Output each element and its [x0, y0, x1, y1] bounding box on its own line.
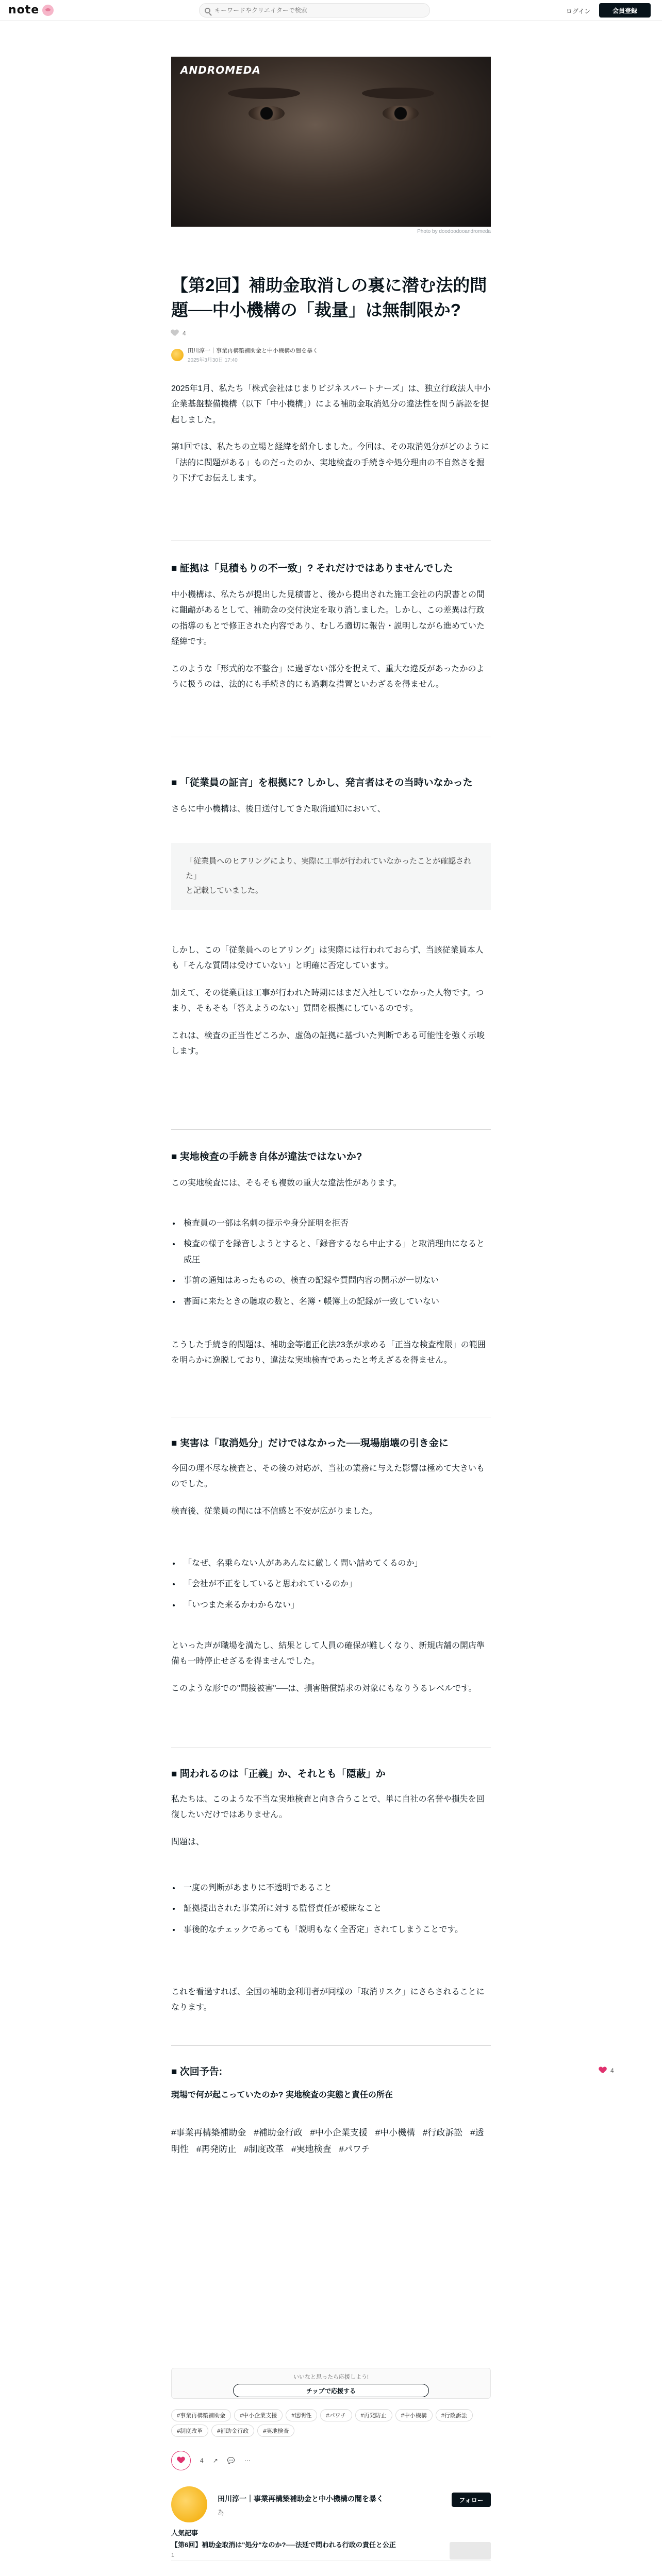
inline-tag[interactable]: #中小機構: [375, 2128, 416, 2138]
author-row[interactable]: [171, 346, 318, 363]
heart-icon: [177, 2457, 185, 2464]
list-item: • 事前の通知はあったものの、検査の記録や質問内容の開示が一切ない: [180, 1273, 490, 1289]
creator-card: [171, 2486, 491, 2543]
creator-sub: 為: [218, 2509, 224, 2516]
list-item: • 「会社が不正をしていると思われているのか」: [180, 1577, 490, 1592]
support-box: [171, 2368, 491, 2399]
paragraph: といった声が職場を満たし、結果として人員の確保が難しくなり、新規店舗の開店準備も一時停止せざるを得ませんでした。: [171, 1641, 485, 1666]
like-count: 4: [183, 330, 186, 337]
follow-button[interactable]: フォロー: [452, 2493, 491, 2507]
popular-title[interactable]: 【第6回】補助金取消は"処分"なのか?──法廷で問われる行政の責任と公正: [171, 2541, 396, 2549]
inline-tag[interactable]: #再発防止: [196, 2144, 237, 2155]
paragraph: このような「形式的な不整合」に過ぎない部分を捉えて、重大な違反があったかのように扱うのは、法的にも手続き的にも過剰な措置といわざるを得ません。: [171, 664, 485, 689]
paragraph: 第1回では、私たちの立場と経緯を紹介しました。今回は、その取消処分がどのように「法的に問題がある」ものだったのか、実地検査の手続きや処分理由の不自然さを掘り下げてお伝えします。: [171, 443, 489, 483]
section-heading: ■ 実地検査の手続き自体が違法ではないか?: [171, 1150, 491, 1165]
section-text: [171, 587, 491, 692]
hero-eye-right: [383, 106, 419, 121]
like-count-bottom: 4: [200, 2457, 204, 2464]
inline-tags: [171, 2125, 491, 2158]
inline-tag[interactable]: #実地検査: [291, 2144, 332, 2155]
paragraph: 2025年1月、私たち「株式会社はじまりビジネスパートナーズ」は、独立行政法人中小企業基盤整備機構（以下「中小機構」）による補助金取消処分の違法性を問う訴訟を提起しました。: [171, 384, 491, 425]
like-button[interactable]: [171, 2451, 191, 2470]
list-item: • 書面に来たときの聴取の数と、名簿・帳簿上の記録が一致していない: [180, 1294, 490, 1310]
section-text: [171, 1337, 491, 1369]
hashtag-chip[interactable]: #制度改革: [171, 2425, 208, 2437]
quote-line: と記載していました。: [186, 886, 263, 895]
next-preview-subtitle: 現場で何が起こっていたのか? 実地検査の実態と責任の所在: [171, 2091, 393, 2099]
popular-thumbnail[interactable]: [450, 2542, 491, 2560]
hashtag-chip[interactable]: #補助金行政: [211, 2425, 254, 2437]
paragraph: 中小機構は、私たちが提出した見積書と、後から提出された施工会社の内訳書との間に齟齬があるとして、補助金の交付決定を取り消しました。しかし、この差異は行政の指導のもとで修正された内容であり、むしろ適切に報告・説明しながら進めていた経緯です。: [171, 590, 485, 647]
hashtag-chip[interactable]: #中小企業支援: [234, 2409, 283, 2421]
next-preview-heading: ■ 次回予告:: [171, 2065, 491, 2080]
paragraph: 今回の理不尽な検査と、その後の対応が、当社の業務に与えた影響は極めて大きいものでした。: [171, 1464, 485, 1489]
inline-tag[interactable]: #事業再構築補助金: [171, 2128, 246, 2138]
quote-block: [171, 843, 491, 910]
bullet-list: [180, 1556, 490, 1618]
section-text: [171, 1638, 491, 1697]
paragraph: 問題は、: [171, 1837, 205, 1846]
action-row: [171, 2450, 491, 2471]
paragraph: これは、検査の正当性どころか、虚偽の証拠に基づいた判断である可能性を強く示唆します。: [171, 1031, 485, 1056]
paragraph: こうした手続き的問題は、補助金等適正化法23条が求める「正当な検査権限」の範囲を明らかに逸脱しており、違法な実地検査であったと考えざるを得ません。: [171, 1341, 486, 1365]
section-text: [171, 1792, 491, 1850]
tip-button[interactable]: チップで応援する: [233, 2384, 429, 2397]
hero-brow-right: [362, 88, 434, 99]
divider: [171, 1129, 491, 1130]
bullet-list: [180, 1880, 490, 1943]
paragraph: さらに中小機構は、後日送付してきた取消通知において、: [171, 805, 386, 814]
intro-text: [171, 381, 491, 486]
search-icon: [205, 8, 210, 13]
hero-image: [171, 57, 491, 227]
section-heading: ■ 「従業員の証言」を根拠に? しかし、発言者はその当時いなかった: [171, 776, 491, 791]
photo-credit: Photo by doodoodooandromeda: [417, 229, 491, 234]
heart-icon[interactable]: [599, 2067, 606, 2074]
heart-icon: [171, 330, 178, 337]
note-logo[interactable]: note: [8, 4, 40, 16]
author-avatar[interactable]: [171, 349, 184, 361]
floating-like-count: 4: [610, 2067, 614, 2074]
hero-eye-left: [249, 106, 285, 121]
paragraph: これを看過すれば、全国の補助金利用者が同様の「取消リスク」にさらされることになります。: [171, 1988, 485, 2012]
divider: [171, 2045, 491, 2046]
paragraph: 私たちは、このような不当な実地検査と向き合うことで、単に自社の名誉や損失を回復したいだけではありません。: [171, 1795, 485, 1820]
comment-icon[interactable]: 💬: [227, 2457, 235, 2464]
share-icon[interactable]: ↗: [212, 2457, 218, 2464]
hashtag-chip[interactable]: #再発防止: [355, 2409, 392, 2421]
article-title: 【第2回】補助金取消しの裏に潜む法的問題──中小機構の「裁量」は無制限か?: [171, 276, 487, 319]
support-prompt: いいなと思ったら応援しよう!: [293, 2374, 369, 2380]
search-input[interactable]: [214, 7, 421, 14]
section-text: [171, 943, 491, 1059]
paragraph: この実地検査には、そもそも複数の重大な違法性があります。: [171, 1179, 402, 1188]
bullet-list: [180, 1216, 490, 1315]
hashtag-chip[interactable]: #事業再構築補助金: [171, 2409, 231, 2421]
floating-like[interactable]: [599, 2067, 614, 2074]
hero-brand: ANDROMEDA: [180, 64, 261, 76]
popular-label: 人気記事: [171, 2529, 198, 2537]
like-count-top[interactable]: [171, 330, 186, 337]
paragraph: このような形での"間接被害"──は、損害賠償請求の対象にもなりうるレベルです。: [171, 1684, 477, 1693]
signup-button[interactable]: 会員登録: [599, 3, 651, 18]
search-box[interactable]: [199, 3, 430, 18]
hashtag-chips: [171, 2409, 491, 2437]
hashtag-chip[interactable]: #行政訴訟: [436, 2409, 473, 2421]
section-text: [171, 802, 491, 817]
hero-brow-left: [228, 88, 300, 99]
inline-tag[interactable]: #補助金行政: [254, 2128, 303, 2138]
author-name[interactable]: 田川淳一｜事業再構築補助金と中小機構の闇を暴く: [188, 348, 318, 354]
more-icon[interactable]: ⋯: [244, 2457, 251, 2464]
login-link[interactable]: ログイン: [566, 8, 591, 15]
section-text: [171, 1985, 491, 2016]
list-item: • 事後的なチェックであっても「説明もなく全否定」されてしまうことです。: [180, 1922, 490, 1938]
list-item: • 証拠提出された事業所に対する監督責任が曖昧なこと: [180, 1901, 490, 1917]
popular-likes: 1: [171, 2552, 175, 2558]
inline-tag[interactable]: #行政訴訟: [422, 2128, 463, 2138]
mascot-icon: [42, 5, 54, 16]
list-item: • 「なぜ、名乗らない人がああんなに厳しく問い詰めてくるのか」: [180, 1556, 490, 1571]
inline-tag[interactable]: #中小企業支援: [310, 2128, 368, 2138]
section-heading: ■ 問われるのは「正義」か、それとも「隠蔽」か: [171, 1767, 491, 1782]
post-date: 2025年3月30日 17:40: [188, 358, 238, 363]
section-text: [171, 1461, 491, 1519]
quote-line: 「従業員へのヒアリングにより、実際に工事が行われていなかったことが確認された」: [186, 857, 472, 880]
section-text: [171, 1176, 491, 1191]
list-item: • 「いつまた来るかわからない」: [180, 1598, 490, 1613]
hashtag-chip[interactable]: #透明性: [286, 2409, 317, 2421]
inline-tag[interactable]: #制度改革: [243, 2144, 284, 2155]
section-heading: ■ 実害は「取消処分」だけではなかった──現場崩壊の引き金に: [171, 1436, 491, 1451]
inline-tag[interactable]: #パワチ: [339, 2144, 370, 2155]
creator-name[interactable]: 田川淳一｜事業再構築補助金と中小機構の闇を暴く: [218, 2495, 384, 2503]
list-item: • 検査の様子を録音しようとすると、「録音するなら中止する」と取消理由になると威圧: [180, 1236, 490, 1268]
creator-avatar[interactable]: [171, 2486, 207, 2522]
paragraph: しかし、この「従業員へのヒアリング」は実際には行われておらず、当該従業員本人も「そんな質問は受けていない」と明確に否定しています。: [171, 946, 484, 971]
section-heading: ■ 証拠は「見積もりの不一致」? それだけではありませんでした: [171, 562, 491, 577]
hashtag-chip[interactable]: #実地検査: [257, 2425, 294, 2437]
list-item: • 検査員の一部は名刺の提示や身分証明を拒否: [180, 1216, 490, 1231]
list-item: • 一度の判断があまりに不透明であること: [180, 1880, 490, 1896]
paragraph: 加えて、その従業員は工事が行われた時期にはまだ入社していなかった人物です。つまり、そもそも「答えようのない」質問を根拠にしているのです。: [171, 988, 484, 1013]
paragraph: 検査後、従業員の間には不信感と不安が広がりました。: [171, 1506, 378, 1516]
hashtag-chip[interactable]: #中小機構: [395, 2409, 433, 2421]
inline-tag[interactable]: #透明性: [171, 2128, 484, 2155]
popular-item[interactable]: [171, 2540, 491, 2561]
hashtag-chip[interactable]: #パワチ: [320, 2409, 352, 2421]
